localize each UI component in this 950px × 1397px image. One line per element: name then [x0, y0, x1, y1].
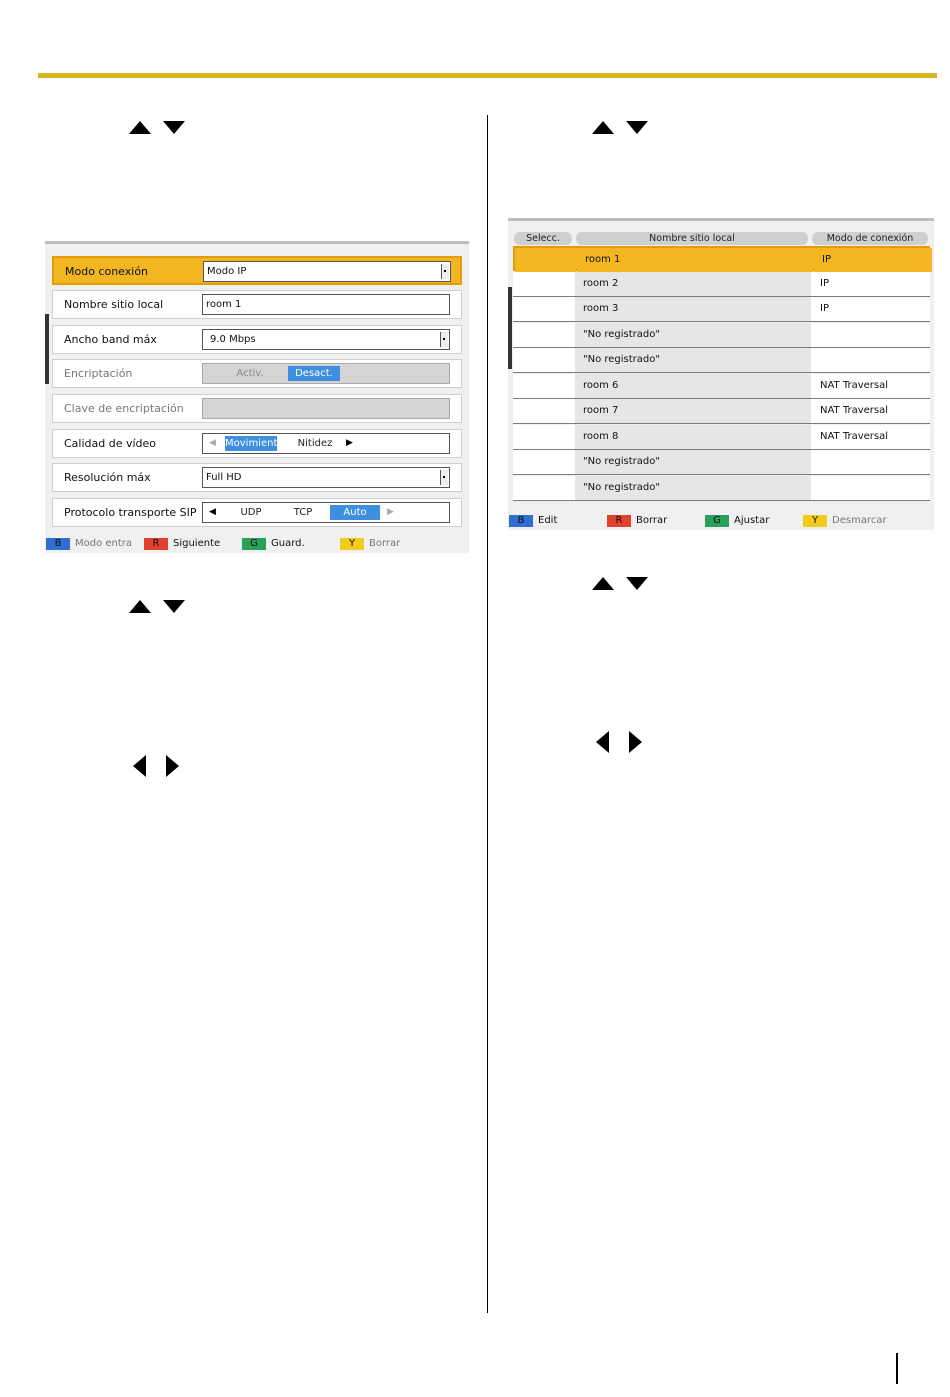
left-right-arrows [596, 731, 642, 753]
table-row[interactable] [513, 374, 930, 399]
chevron-right-icon[interactable]: ▶ [346, 438, 353, 448]
row-protocolo-sip[interactable] [52, 498, 462, 527]
column-header-nombre: Nombre sitio local [576, 232, 808, 245]
select-cell[interactable] [513, 348, 574, 372]
table-row[interactable] [513, 399, 930, 424]
dropdown-icon [440, 332, 448, 347]
select-value: Full HD [206, 472, 242, 483]
left-right-arrows [133, 755, 179, 777]
option-movimient[interactable]: Movimient [225, 438, 278, 449]
dropdown-icon [440, 470, 448, 485]
yellow-key-icon: Y [803, 515, 827, 527]
mode-cell [812, 450, 930, 474]
red-key-icon: R [607, 515, 631, 527]
legend-text: Borrar [369, 538, 401, 549]
blue-key-icon: B [509, 515, 533, 527]
mode-cell: NAT Traversal [812, 425, 930, 449]
ancho-band-select[interactable] [202, 329, 450, 350]
up-arrow-icon [129, 600, 151, 613]
legend-text: Modo entra [75, 538, 133, 549]
column-header-selecc: Selecc. [514, 232, 572, 245]
modo-conexion-select[interactable] [203, 261, 451, 282]
nombre-sitio-local-input[interactable] [202, 294, 450, 315]
right-arrow-icon [629, 731, 642, 753]
mode-cell: IP [812, 272, 930, 296]
mode-cell [812, 323, 930, 347]
green-key-icon: G [705, 515, 729, 527]
button-legend-right [509, 515, 929, 529]
row-ancho-band-max[interactable] [52, 325, 462, 354]
row-encriptacion[interactable] [52, 359, 462, 388]
select-cell[interactable] [513, 323, 574, 347]
select-cell[interactable] [513, 297, 574, 321]
red-key-icon: R [144, 538, 168, 550]
green-key-icon: G [242, 538, 266, 550]
select-cell[interactable] [515, 248, 576, 272]
name-cell: "No registrado" [575, 450, 811, 474]
mode-cell [812, 476, 930, 500]
table-row[interactable] [513, 272, 930, 297]
table-row[interactable] [513, 246, 930, 271]
mode-cell [812, 348, 930, 372]
chevron-left-icon[interactable]: ◀ [209, 438, 216, 448]
resolucion-max-select[interactable] [202, 467, 450, 488]
table-row[interactable] [513, 425, 930, 450]
legend-text: Siguiente [173, 538, 221, 549]
screen-edge [45, 314, 49, 384]
select-cell[interactable] [513, 272, 574, 296]
row-clave-encriptacion[interactable] [52, 394, 462, 423]
name-cell: room 8 [575, 425, 811, 449]
legend-text: Desmarcar [832, 515, 887, 526]
column-divider [487, 115, 488, 1313]
up-arrow-icon [592, 121, 614, 134]
table-row[interactable] [513, 476, 930, 501]
header-rule [38, 73, 937, 78]
up-arrow-icon [592, 577, 614, 590]
button-legend-left [46, 538, 466, 552]
name-cell: "No registrado" [575, 476, 811, 500]
encriptacion-toggle[interactable] [202, 363, 450, 384]
up-down-arrows [129, 121, 185, 134]
page-margin-bar [896, 1353, 898, 1384]
clave-encriptacion-input[interactable] [202, 398, 450, 419]
table-row[interactable] [513, 323, 930, 348]
select-value: 9.0 Mbps [210, 334, 256, 345]
name-cell: room 2 [575, 272, 811, 296]
right-arrow-icon [166, 755, 179, 777]
name-cell: room 1 [577, 248, 813, 272]
down-arrow-icon [163, 121, 185, 134]
select-cell[interactable] [513, 476, 574, 500]
up-down-arrows [592, 121, 648, 134]
row-label: Encriptación [64, 367, 133, 380]
option-tcp[interactable]: TCP [293, 507, 313, 518]
select-value: Modo IP [207, 266, 247, 277]
legend-text: Ajustar [734, 515, 770, 526]
name-cell: "No registrado" [575, 323, 811, 347]
name-cell: room 7 [575, 399, 811, 423]
option-nitidez[interactable]: Nitidez [297, 438, 333, 449]
row-label: Resolución máx [64, 471, 151, 484]
mode-cell: IP [814, 248, 932, 272]
up-down-arrows [129, 600, 185, 613]
row-label: Modo conexión [65, 265, 149, 278]
legend-text: Edit [538, 515, 558, 526]
down-arrow-icon [626, 121, 648, 134]
input-value: room 1 [206, 299, 242, 310]
chevron-right-icon[interactable]: ▶ [387, 507, 394, 517]
option-udp[interactable]: UDP [240, 507, 262, 518]
row-label: Calidad de vídeo [64, 437, 157, 450]
row-label: Clave de encriptación [64, 402, 184, 415]
option-activ[interactable]: Activ. [236, 368, 264, 379]
column-header-modo: Modo de conexión [812, 232, 928, 245]
calidad-video-selector[interactable] [202, 433, 450, 454]
protocolo-sip-selector[interactable] [202, 502, 450, 523]
select-cell[interactable] [513, 399, 574, 423]
option-auto[interactable]: Auto [330, 505, 380, 520]
legend-text: Guard. [271, 538, 305, 549]
table-row[interactable] [513, 348, 930, 373]
table-row[interactable] [513, 297, 930, 322]
screen-edge [508, 287, 512, 369]
down-arrow-icon [163, 600, 185, 613]
left-arrow-icon [133, 755, 146, 777]
dropdown-icon [441, 264, 449, 279]
up-down-arrows [592, 577, 648, 590]
name-cell: "No registrado" [575, 348, 811, 372]
row-label: Protocolo transporte SIP [64, 506, 197, 519]
row-label: Nombre sitio local [64, 298, 164, 311]
legend-text: Borrar [636, 515, 668, 526]
mode-cell: NAT Traversal [812, 399, 930, 423]
mode-cell: NAT Traversal [812, 374, 930, 398]
row-resolucion-max[interactable] [52, 463, 462, 492]
connection-settings-screen [45, 241, 469, 553]
yellow-key-icon: Y [340, 538, 364, 550]
select-cell[interactable] [513, 450, 574, 474]
row-calidad-video[interactable] [52, 429, 462, 458]
select-cell[interactable] [513, 374, 574, 398]
row-label: Ancho band máx [64, 333, 157, 346]
table-row[interactable] [513, 450, 930, 475]
row-nombre-sitio-local[interactable] [52, 290, 462, 319]
row-modo-conexion[interactable] [52, 256, 462, 285]
down-arrow-icon [626, 577, 648, 590]
up-arrow-icon [129, 121, 151, 134]
option-desact[interactable]: Desact. [288, 366, 340, 381]
chevron-left-icon[interactable]: ◀ [209, 507, 216, 517]
blue-key-icon: B [46, 538, 70, 550]
left-arrow-icon [596, 731, 609, 753]
name-cell: room 6 [575, 374, 811, 398]
name-cell: room 3 [575, 297, 811, 321]
site-list-screen [508, 218, 934, 530]
mode-cell: IP [812, 297, 930, 321]
select-cell[interactable] [513, 425, 574, 449]
